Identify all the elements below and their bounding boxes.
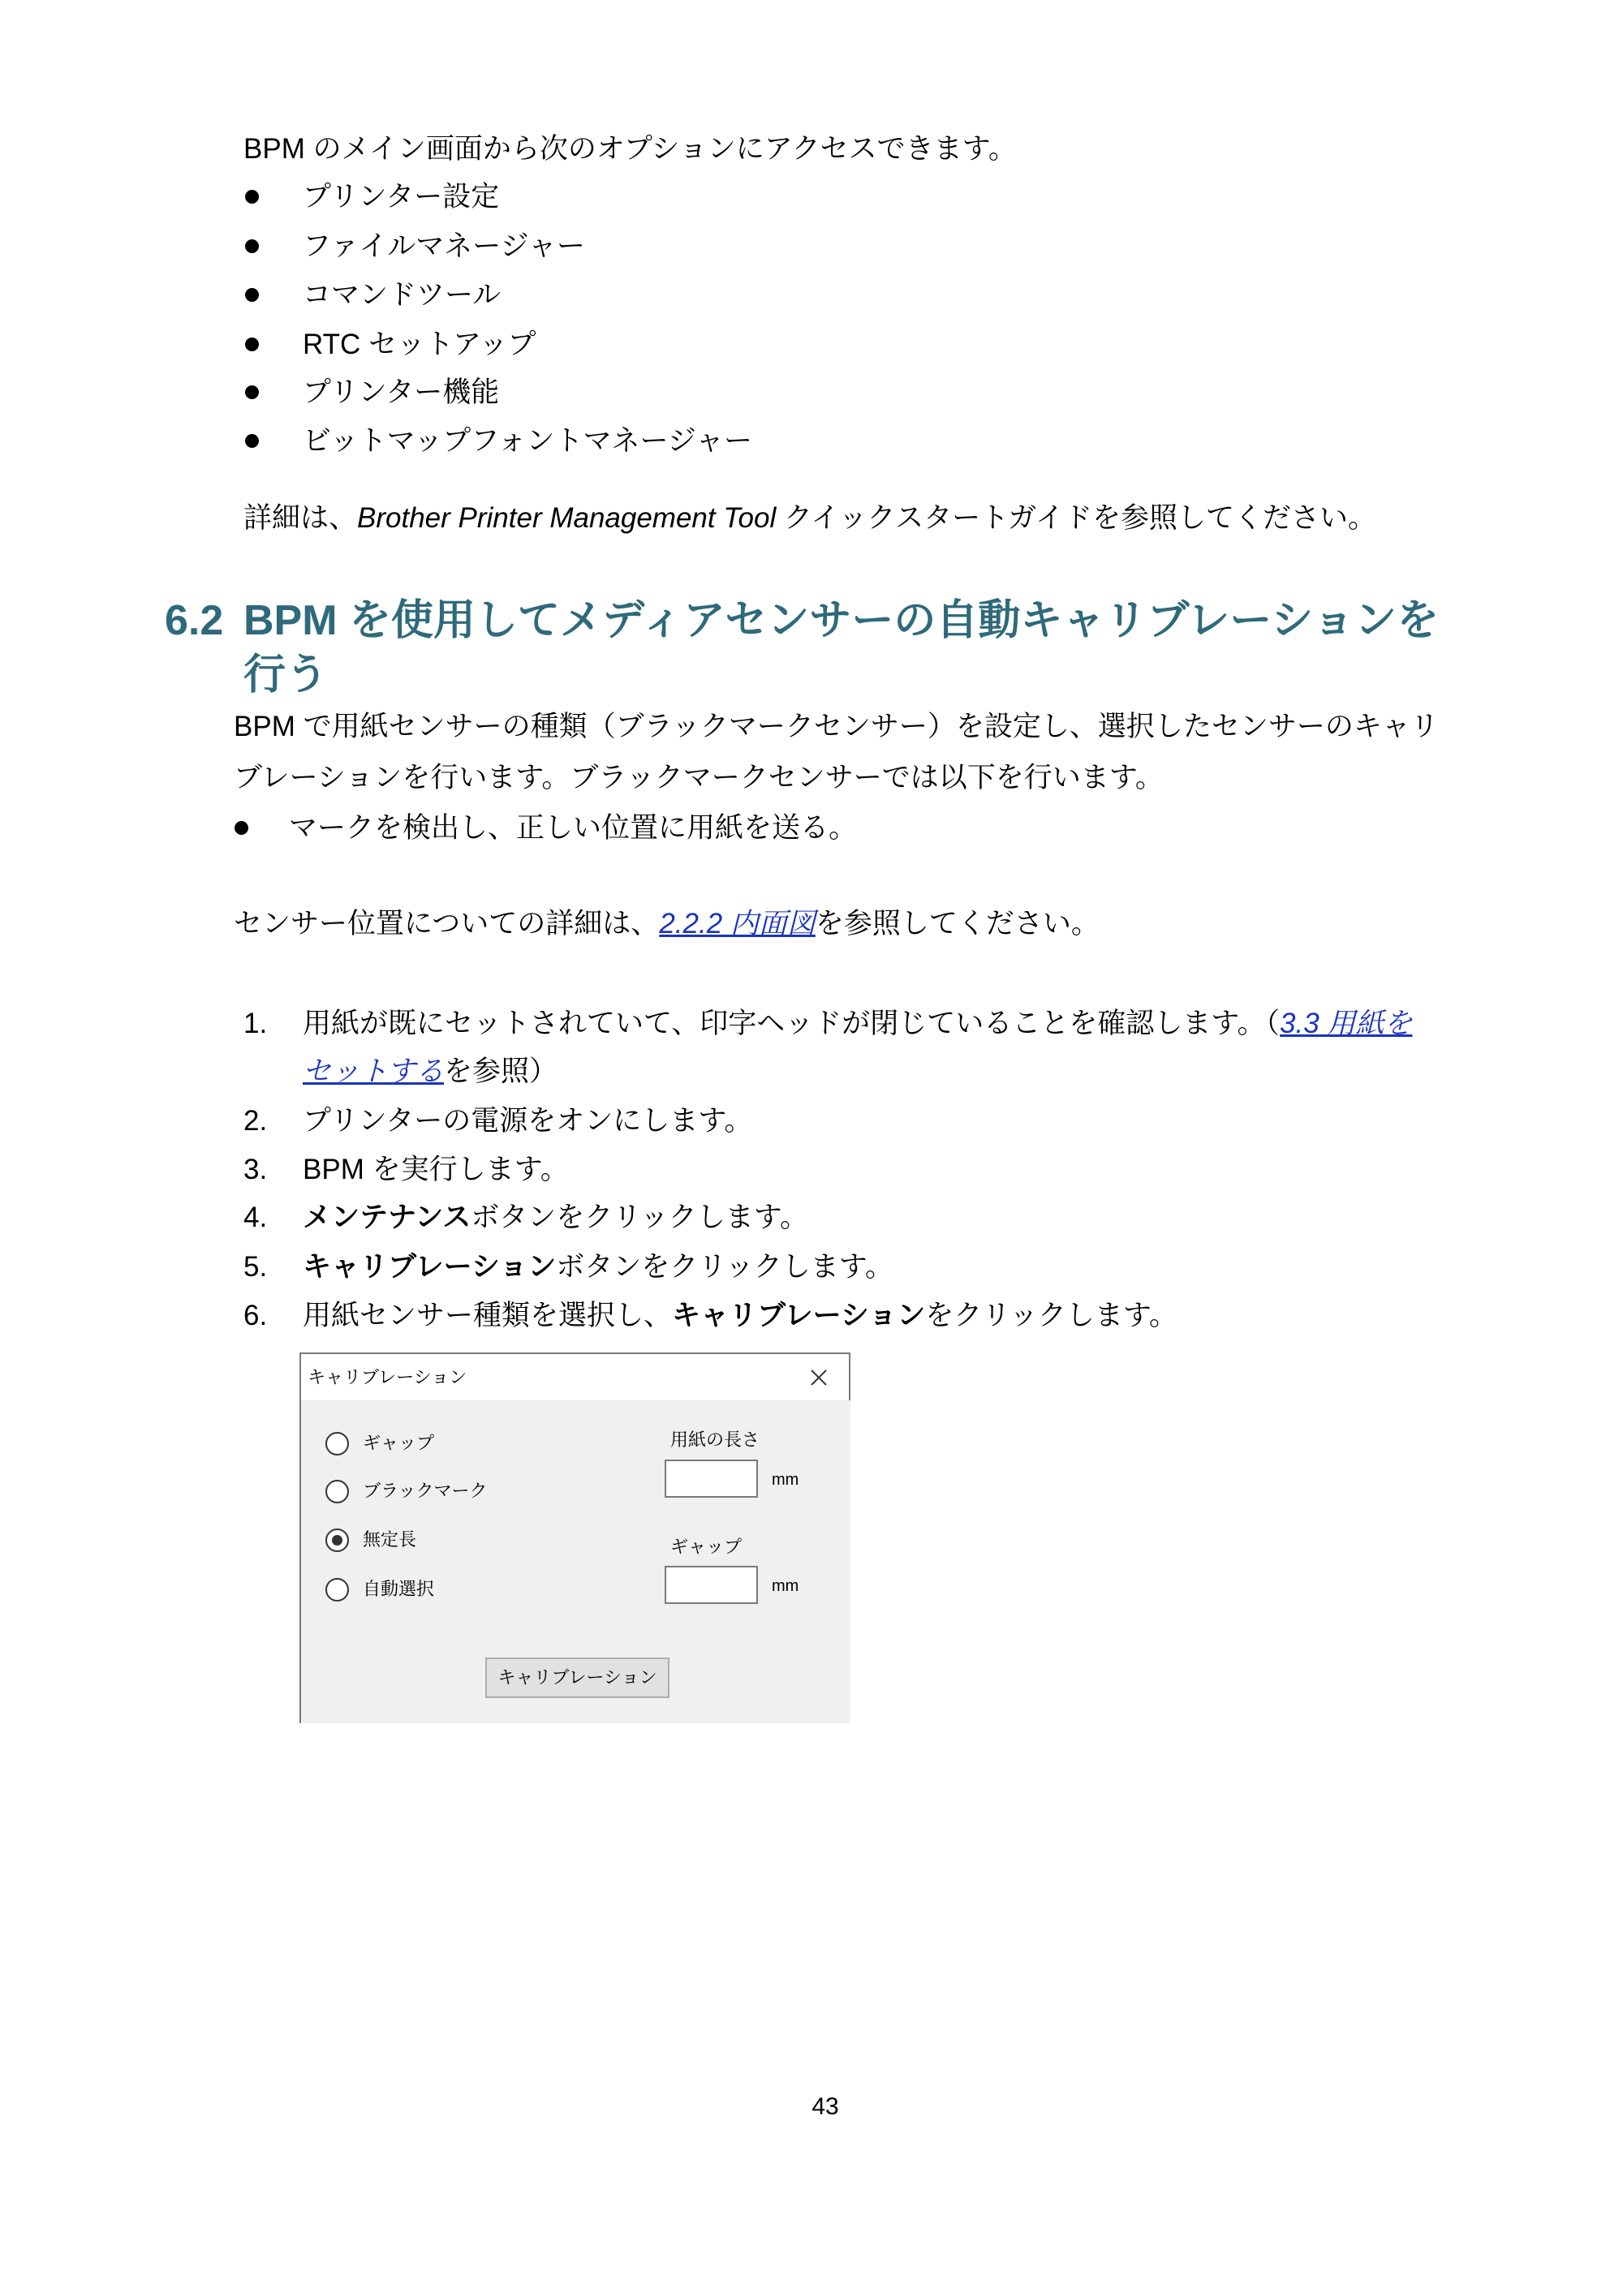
option-printer-functions: プリンター機能: [303, 376, 500, 408]
close-icon-graphic: [808, 1367, 829, 1388]
section-title-line1: BPM を使用してメディアセンサーの自動キャリブレーションを: [243, 597, 1440, 644]
list-item: [243, 368, 1461, 417]
calibration-dialog: [299, 1352, 850, 1723]
black-mark-action: マークを検出し、正しい位置に用紙を送る。: [289, 812, 858, 844]
sensor-ref-suffix: を参照してください。: [815, 908, 1100, 939]
bullet-icon: [245, 338, 259, 351]
gap-input[interactable]: [665, 1566, 758, 1604]
list-item: [234, 804, 1451, 853]
step-number: 1.: [243, 1008, 268, 1039]
step-number: 2.: [243, 1105, 268, 1137]
step-1-text: 用紙が既にセットされていて、印字ヘッドが閉じていることを確認します。（: [303, 1008, 1281, 1039]
section-number: 6.2: [165, 597, 224, 644]
step-5: [243, 1243, 1461, 1292]
page-number: 43: [812, 2093, 839, 2120]
step-text: [303, 1047, 558, 1096]
radio-gap[interactable]: [325, 1432, 349, 1455]
list-item: [243, 417, 1461, 466]
step-text-start: 用紙センサー種類を選択し、: [303, 1300, 673, 1331]
step-2: [243, 1097, 1461, 1146]
option-bitmap-font-manager: ビットマップフォントマネージャー: [303, 425, 753, 457]
bullet-icon: [245, 190, 259, 204]
step-text: BPM を実行します。: [303, 1154, 569, 1185]
step-6: [243, 1292, 1461, 1340]
paragraph-line2: ブレーションを行います。ブラックマークセンサーでは以下を行います。: [234, 762, 1164, 793]
step-1-text-end: を参照）: [443, 1056, 558, 1087]
list-item: [243, 271, 1461, 320]
radio-black-mark[interactable]: [325, 1480, 349, 1503]
intro-text: BPM のメイン画面から次のオプションにアクセスできます。: [243, 133, 1017, 165]
radio-black-mark-label[interactable]: ブラックマーク: [363, 1481, 488, 1501]
step-number: 6.: [243, 1300, 268, 1331]
step-text: [303, 1000, 1412, 1048]
inner-view-link[interactable]: 2.2.2 内面図: [659, 908, 816, 939]
list-item: [243, 320, 1461, 369]
step-1: [243, 1000, 1461, 1048]
step-text: [303, 1243, 893, 1292]
close-icon[interactable]: [808, 1367, 829, 1388]
details-product-name: Brother Printer Management Tool: [357, 502, 777, 534]
list-item: [243, 222, 1461, 271]
radio-continuous-label[interactable]: 無定長: [363, 1529, 417, 1550]
dialog-title: キャリブレーション: [308, 1367, 467, 1387]
step-text-rest: ボタンをクリックします。: [556, 1251, 894, 1283]
dialog-title-bar: [301, 1354, 850, 1400]
step-number: 5.: [243, 1251, 268, 1283]
radio-auto-select-label[interactable]: 自動選択: [363, 1579, 435, 1599]
details-suffix: クイックスタートガイドを参照してください。: [776, 502, 1377, 534]
bullet-icon: [245, 434, 259, 448]
gap-label: ギャップ: [670, 1537, 743, 1557]
dialog-body: [301, 1400, 850, 1723]
option-rtc-setup: RTC セットアップ: [303, 329, 536, 360]
radio-gap-label[interactable]: ギャップ: [363, 1433, 435, 1453]
bullet-icon: [245, 288, 259, 302]
bullet-icon: [245, 385, 259, 399]
step-emphasis: キャリブレーション: [672, 1300, 926, 1331]
section-title-line2: 行う: [243, 651, 329, 699]
bullet-icon: [245, 239, 259, 253]
step-text: [303, 1193, 808, 1242]
sensor-ref-prefix: センサー位置についての詳細は、: [234, 908, 660, 939]
load-media-link[interactable]: セットする: [303, 1056, 444, 1087]
option-command-tool: コマンドツール: [303, 279, 502, 311]
paper-length-unit: mm: [772, 1471, 799, 1489]
load-media-link[interactable]: 3.3 用紙を: [1280, 1008, 1413, 1039]
step-3: [243, 1146, 1461, 1194]
calibrate-button[interactable]: キャリブレーション: [485, 1658, 669, 1698]
step-1-continued: [243, 1047, 1461, 1096]
step-text: プリンターの電源をオンにします。: [303, 1105, 753, 1137]
step-text: [303, 1292, 1177, 1340]
option-printer-settings: プリンター設定: [303, 181, 500, 213]
radio-auto-select[interactable]: [325, 1578, 349, 1602]
bullet-icon: [235, 821, 248, 835]
paragraph-line1: BPM で用紙センサーの種類（ブラックマークセンサー）を設定し、選択したセンサーのキャリ: [234, 711, 1439, 742]
step-text-rest: ボタンをクリックします。: [471, 1202, 809, 1233]
sensor-reference: [234, 900, 1100, 948]
paper-length-label: 用紙の長さ: [670, 1430, 760, 1450]
step-text-rest: をクリックします。: [925, 1300, 1178, 1331]
option-file-manager: ファイルマネージャー: [303, 230, 585, 262]
list-item: [243, 173, 1461, 221]
gap-unit: mm: [772, 1577, 799, 1595]
details-prefix: 詳細は、: [243, 502, 358, 534]
step-emphasis: メンテナンス: [303, 1202, 471, 1233]
radio-continuous[interactable]: [325, 1529, 349, 1552]
step-emphasis: キャリブレーション: [303, 1251, 557, 1283]
step-4: [243, 1193, 1461, 1242]
step-number: 4.: [243, 1202, 268, 1233]
step-number: 3.: [243, 1154, 268, 1185]
paper-length-input[interactable]: [665, 1460, 758, 1498]
details-note: [243, 494, 1376, 543]
